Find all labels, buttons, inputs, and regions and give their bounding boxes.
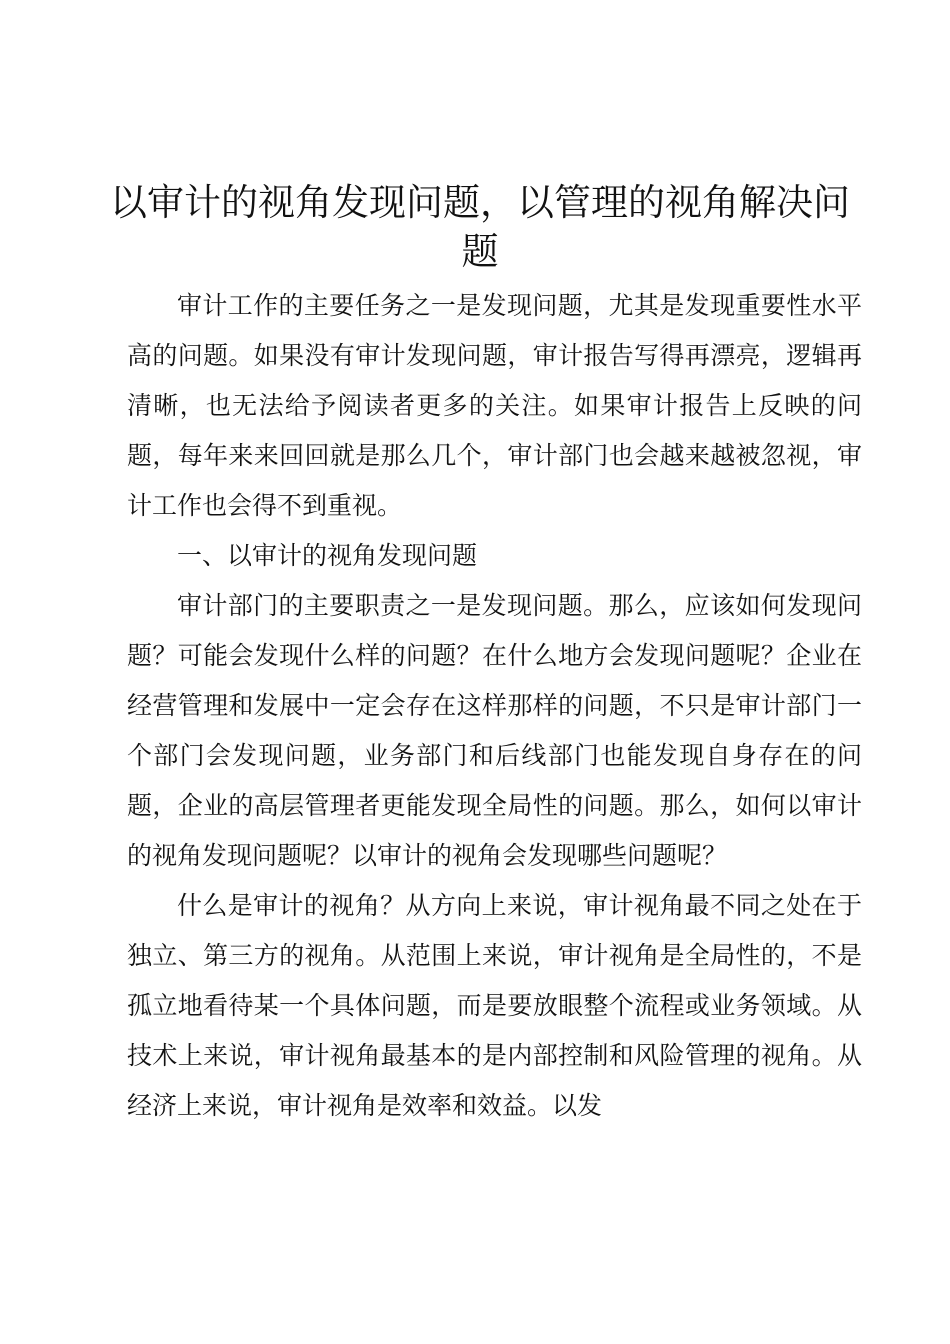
section-heading: 一、以审计的视角发现问题 [177, 541, 478, 570]
paragraph-finding-problems: 审计部门的主要职责之一是发现问题。那么，应该如何发现问题？可能会发现什么样的问题？在什么地方会发现问题呢？企业在经营管理和发展中一定会存在这样那样的问题，不只是审计部门一个部门会发现问题，业务部门和后线部门也能发现自身存在的问题，企业的高层管理者更能发现全局性的问题。那么，如何以审计的视角发现问题呢？以审计的视角会发现哪些问题呢？ [127, 591, 862, 870]
paragraph-intro: 审计工作的主要任务之一是发现问题，尤其是发现重要性水平高的问题。如果没有审计发现问题，审计报告写得再漂亮，逻辑再清晰，也无法给予阅读者更多的关注。如果审计报告上反映的问题，每年来来回回就是那么几个，审计部门也会越来越被忽视，审计工作也会得不到重视。 [127, 291, 862, 520]
paragraph-audit-perspective: 什么是审计的视角？从方向上来说，审计视角最不同之处在于独立、第三方的视角。从范围上来说，审计视角是全局性的，不是孤立地看待某一个具体问题，而是要放眼整个流程或业务领域。从技术上来说，审计视角最基本的是内部控制和风险管理的视角。从经济上来说，审计视角是效率和效益。以发 [127, 891, 862, 1120]
document-body [127, 281, 862, 1131]
document-title: 以审计的视角发现问题，以管理的视角解决问题 [110, 181, 850, 273]
